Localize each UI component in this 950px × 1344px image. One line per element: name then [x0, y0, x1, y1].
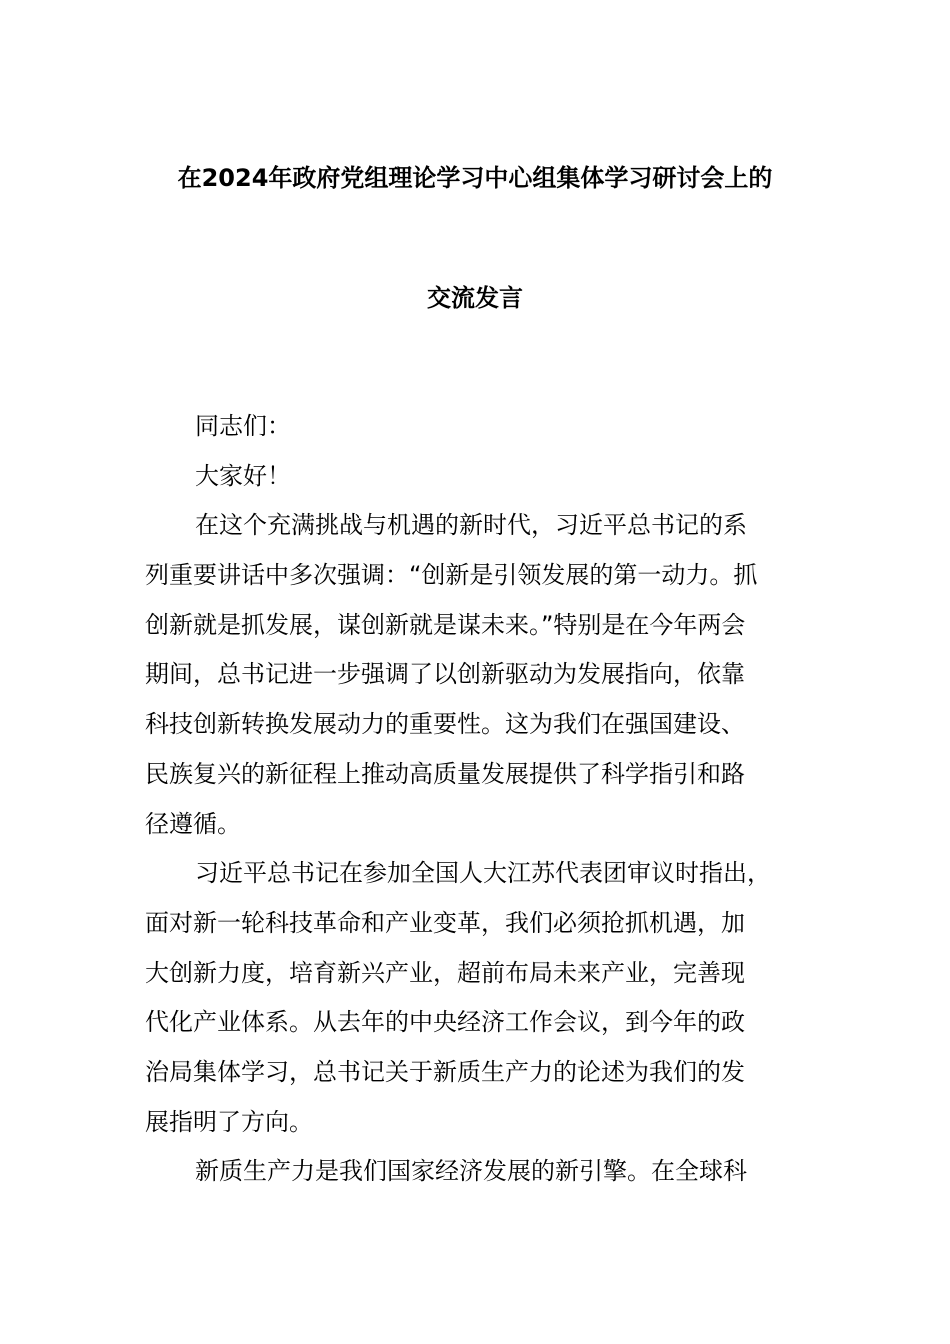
paragraph-2-line: 面对新一轮科技革命和产业变革，我们必须抢抓机遇，加 [145, 908, 745, 937]
paragraph-1-line: 在这个充满挑战与机遇的新时代，习近平总书记的系 [195, 511, 747, 540]
paragraph-1-line: 径遵循。 [145, 809, 241, 838]
greeting: 大家好！ [195, 461, 291, 490]
salutation: 同志们： [195, 412, 291, 440]
document-title-line-2: 交流发言 [427, 284, 523, 312]
paragraph-1-line: 创新就是抓发展，谋创新就是谋未来。”特别是在今年两会 [145, 610, 746, 639]
paragraph-2-line: 大创新力度，培育新兴产业，超前布局未来产业，完善现 [145, 958, 745, 987]
paragraph-1-line: 民族复兴的新征程上推动高质量发展提供了科学指引和路 [145, 759, 745, 788]
paragraph-1-line: 科技创新转换发展动力的重要性。这为我们在强国建设、 [145, 710, 745, 739]
document-body [145, 402, 835, 1197]
paragraph-3-line: 新质生产力是我们国家经济发展的新引擎。在全球科 [195, 1157, 747, 1186]
paragraph-1-line: 期间，总书记进一步强调了以创新驱动为发展指向，依靠 [145, 660, 745, 689]
paragraph-2-line: 习近平总书记在参加全国人大江苏代表团审议时指出， [195, 859, 771, 888]
document-title-line-1: 在2024年政府党组理论学习中心组集体学习研讨会上的 [177, 164, 773, 192]
paragraph-2-line: 展指明了方向。 [145, 1107, 313, 1136]
paragraph-2-line: 治局集体学习，总书记关于新质生产力的论述为我们的发 [145, 1057, 745, 1086]
paragraph-1-line: 列重要讲话中多次强调：“创新是引领发展的第一动力。抓 [145, 561, 758, 590]
paragraph-2-line: 代化产业体系。从去年的中央经济工作会议，到今年的政 [145, 1008, 745, 1037]
